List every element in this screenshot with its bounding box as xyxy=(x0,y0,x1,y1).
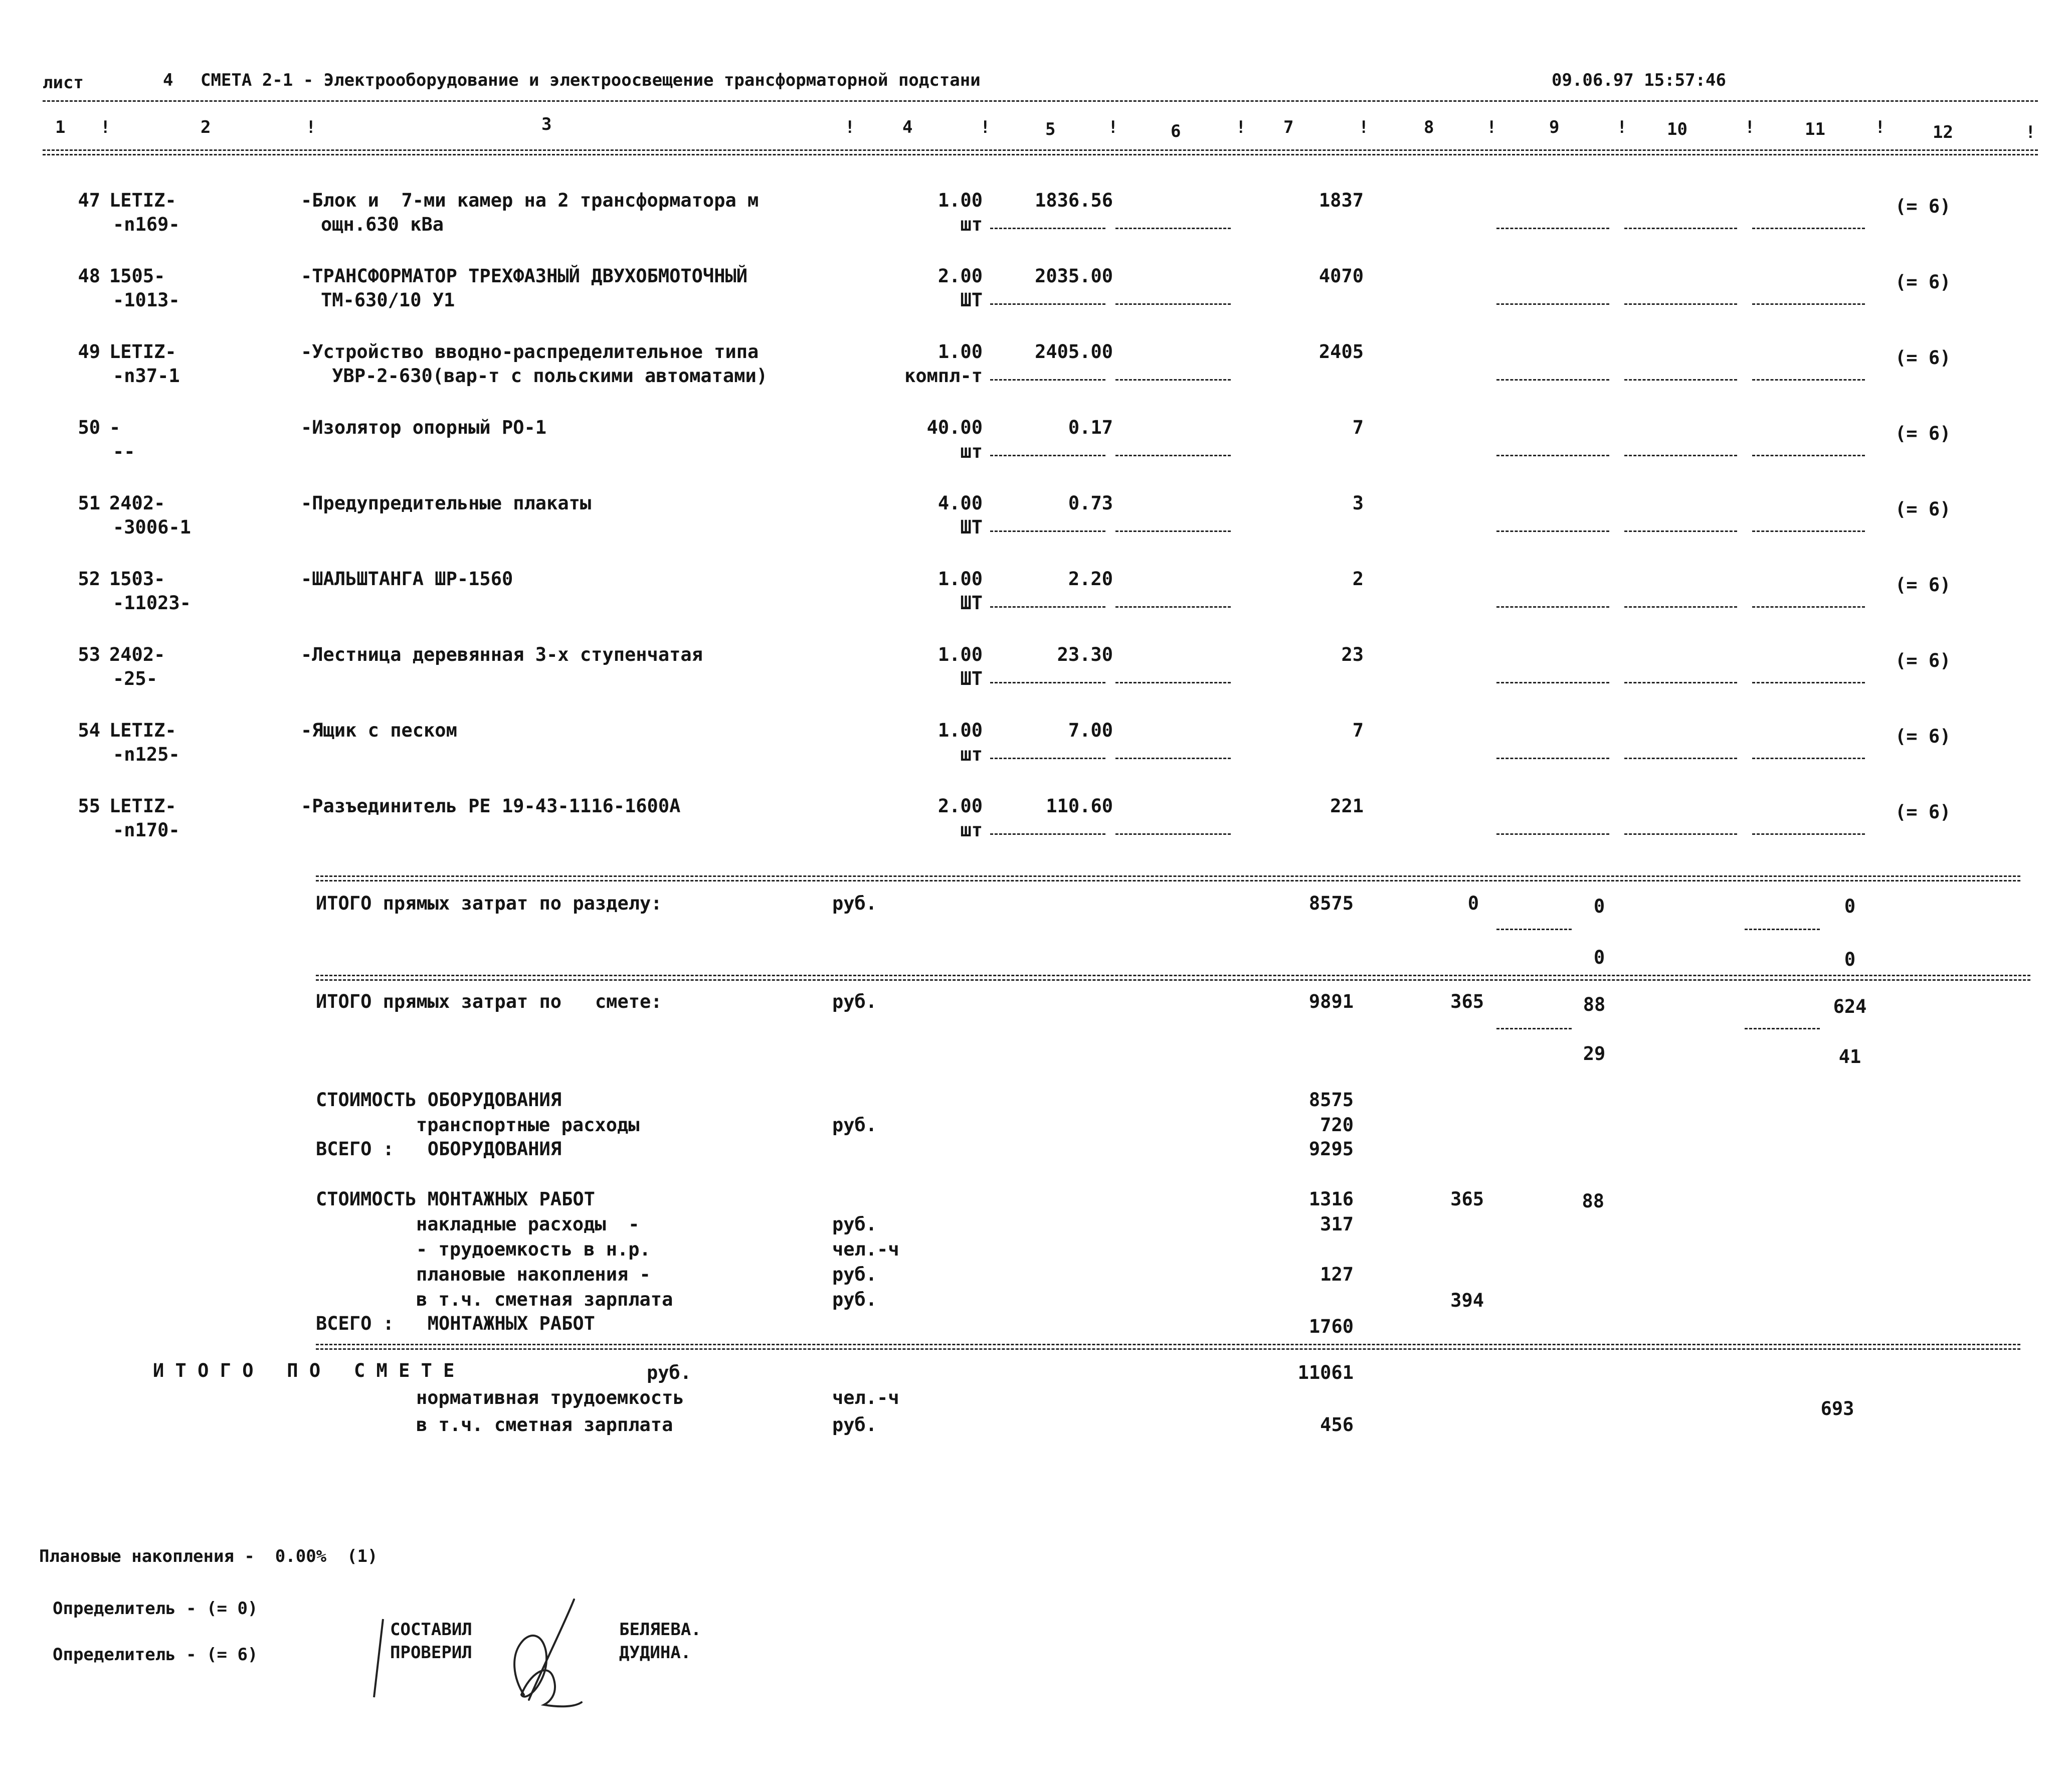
row-quantity: 1.00 xyxy=(937,190,983,211)
sheet-number: 4 xyxy=(163,70,173,90)
row-description: -ТРАНСФОРМАТОР ТРЕХФАЗНЫЙ ДВУХОБМОТОЧНЫЙ xyxy=(301,265,748,287)
column-header: 7 xyxy=(1283,117,1294,137)
row-code-suffix: -n169- xyxy=(113,214,180,235)
planned-label: плановые накопления - xyxy=(416,1264,651,1285)
section-total-c11b: 0 xyxy=(1844,949,1856,970)
blank-underline xyxy=(1496,682,1609,683)
row-code-suffix: -11023- xyxy=(113,592,191,614)
transport-label: транспортные расходы xyxy=(416,1114,640,1136)
column-header: 2 xyxy=(201,117,211,137)
column-header: 9 xyxy=(1549,117,1560,137)
estimate-total-c11: 624 xyxy=(1833,996,1867,1017)
grand-wage-value: 456 xyxy=(1320,1414,1354,1436)
column-header: 5 xyxy=(1045,119,1056,139)
column-header: 6 xyxy=(1171,121,1181,141)
column-header: 10 xyxy=(1667,119,1687,139)
blank-underline xyxy=(1115,758,1231,759)
estimate-total-c7: 9891 xyxy=(1308,991,1354,1012)
document-title: СМЕТА 2-1 - Электрооборудование и электроосвещение трансформаторной подстани xyxy=(201,70,981,90)
row-number: 54 xyxy=(78,720,100,741)
row-determinant: (= 6) xyxy=(1895,574,1951,596)
row-code: 2402- xyxy=(109,644,165,665)
row-unit: компл-т xyxy=(904,365,983,387)
row-quantity: 40.00 xyxy=(926,417,983,438)
row-determinant: (= 6) xyxy=(1895,196,1951,217)
blank-underline xyxy=(990,455,1105,456)
labor-unit: чел.-ч xyxy=(832,1238,899,1260)
row-code-suffix: -n125- xyxy=(113,744,180,765)
blank-underline xyxy=(1496,379,1609,381)
wage-unit: руб. xyxy=(832,1289,877,1310)
row-number: 49 xyxy=(78,341,100,363)
blank-underline xyxy=(1115,455,1231,456)
estimate-total-label: ИТОГО прямых затрат по смете: xyxy=(316,991,662,1012)
row-unit-price: 2.20 xyxy=(1068,568,1113,590)
blank-underline xyxy=(1115,303,1231,305)
transport-value: 720 xyxy=(1320,1114,1354,1136)
row-total: 3 xyxy=(1352,492,1364,514)
row-determinant: (= 6) xyxy=(1895,498,1951,520)
section-total-c7: 8575 xyxy=(1308,893,1354,914)
row-total: 4070 xyxy=(1318,265,1364,287)
row-determinant: (= 6) xyxy=(1895,726,1951,747)
row-code-suffix: -n170- xyxy=(113,819,180,841)
blank-underline xyxy=(1624,379,1737,381)
installation-total-label: ВСЕГО : МОНТАЖНЫХ РАБОТ xyxy=(316,1313,595,1334)
installation-cost-label: СТОИМОСТЬ МОНТАЖНЫХ РАБОТ xyxy=(316,1188,595,1210)
norm-labor-label: нормативная трудоемкость xyxy=(416,1387,684,1408)
row-unit-price: 1836.56 xyxy=(1035,190,1113,211)
blank-underline xyxy=(1752,303,1865,305)
row-unit: шт xyxy=(960,819,983,841)
row-description: -ШАЛЬШТАНГА ШР-1560 xyxy=(301,568,513,590)
blank-underline xyxy=(1752,682,1865,683)
row-description: -Изолятор опорный РО-1 xyxy=(301,417,547,438)
norm-labor-unit: чел.-ч xyxy=(832,1387,899,1408)
row-total: 2 xyxy=(1352,568,1364,590)
blank-underline xyxy=(990,682,1105,683)
equipment-cost-label: СТОИМОСТЬ ОБОРУДОВАНИЯ xyxy=(316,1089,562,1111)
section-total-unit: руб. xyxy=(832,893,877,914)
print-datetime: 09.06.97 15:57:46 xyxy=(1552,70,1726,90)
blank-underline xyxy=(1624,530,1737,532)
blank-underline xyxy=(1115,228,1231,229)
signature xyxy=(494,1594,594,1715)
row-description: -Разъединитель РЕ 19-43-1116-1600А xyxy=(301,795,681,817)
row-quantity: 2.00 xyxy=(937,795,983,817)
row-unit-price: 0.17 xyxy=(1068,417,1113,438)
row-number: 53 xyxy=(78,644,100,665)
row-unit-price: 2405.00 xyxy=(1035,341,1113,363)
row-description-cont: ощн.630 кВа xyxy=(321,214,444,235)
column-header: 4 xyxy=(902,117,913,137)
row-determinant: (= 6) xyxy=(1895,650,1951,671)
checked-label: ПРОВЕРИЛ xyxy=(390,1643,472,1663)
row-code: - xyxy=(109,417,121,438)
row-determinant: (= 6) xyxy=(1895,347,1951,369)
row-quantity: 1.00 xyxy=(937,644,983,665)
section-total-c11: 0 xyxy=(1844,896,1856,917)
row-code-suffix: -n37-1 xyxy=(113,365,180,387)
column-header: 8 xyxy=(1424,117,1434,137)
row-quantity: 1.00 xyxy=(937,720,983,741)
row-unit-price: 7.00 xyxy=(1068,720,1113,741)
column-header: 11 xyxy=(1805,119,1825,139)
row-total: 23 xyxy=(1341,644,1364,665)
row-unit: ШТ xyxy=(960,668,983,689)
row-description: -Лестница деревянная 3-х ступенчатая xyxy=(301,644,703,665)
column-header: 12 xyxy=(1933,122,1953,142)
equipment-cost-value: 8575 xyxy=(1308,1089,1354,1111)
blank-underline xyxy=(1115,379,1231,381)
row-quantity: 1.00 xyxy=(937,341,983,363)
blank-underline xyxy=(1624,833,1737,835)
row-unit: шт xyxy=(960,441,983,462)
blank-underline xyxy=(1496,228,1609,229)
grand-total-unit: руб. xyxy=(647,1362,692,1383)
blank-underline xyxy=(1624,303,1737,305)
section-total-c8: 0 xyxy=(1467,893,1479,914)
row-determinant: (= 6) xyxy=(1895,423,1951,444)
blank-underline xyxy=(1624,682,1737,683)
row-quantity: 4.00 xyxy=(937,492,983,514)
section-total-label: ИТОГО прямых затрат по разделу: xyxy=(316,893,662,914)
row-quantity: 2.00 xyxy=(937,265,983,287)
section-total-c9b: 0 xyxy=(1593,947,1605,968)
blank-underline xyxy=(1115,682,1231,683)
wage-label: в т.ч. сметная зарплата xyxy=(416,1289,673,1310)
row-unit-price: 0.73 xyxy=(1068,492,1113,514)
blank-underline xyxy=(990,228,1105,229)
row-unit-price: 23.30 xyxy=(1057,644,1113,665)
row-description: -Предупредительные плакаты xyxy=(301,492,592,514)
installation-cost-c8: 365 xyxy=(1450,1188,1484,1210)
installation-total-value: 1760 xyxy=(1308,1316,1354,1337)
row-code: 2402- xyxy=(109,492,165,514)
row-code: 1505- xyxy=(109,265,165,287)
estimate-rule xyxy=(316,975,2030,981)
row-determinant: (= 6) xyxy=(1895,801,1951,823)
blank-underline xyxy=(1752,228,1865,229)
row-total: 2405 xyxy=(1318,341,1364,363)
blank-underline xyxy=(1752,455,1865,456)
grand-wage-label: в т.ч. сметная зарплата xyxy=(416,1414,673,1436)
row-number: 55 xyxy=(78,795,100,817)
row-unit-price: 110.60 xyxy=(1046,795,1113,817)
planned-accumulation: Плановые накопления - 0.00% (1) xyxy=(39,1546,378,1566)
blank-underline xyxy=(1752,833,1865,835)
blank-underline xyxy=(1115,833,1231,835)
planned-value: 127 xyxy=(1320,1264,1354,1285)
row-unit: ШТ xyxy=(960,592,983,614)
row-code-suffix: -25- xyxy=(113,668,158,689)
blank-underline xyxy=(990,530,1105,532)
row-code-suffix: -3006-1 xyxy=(113,516,191,538)
header-double-rule xyxy=(43,149,2038,155)
blank-underline xyxy=(990,606,1105,608)
blank-underline xyxy=(1496,455,1609,456)
blank-underline xyxy=(990,303,1105,305)
overhead-label: накладные расходы - xyxy=(416,1213,640,1235)
section-rule xyxy=(316,875,2020,881)
labor-label: - трудоемкость в н.р. xyxy=(416,1238,651,1260)
blank-underline xyxy=(1496,530,1609,532)
row-description-cont: УВР-2-630(вар-т с польскими автоматами) xyxy=(321,365,768,387)
row-number: 48 xyxy=(78,265,100,287)
blank-underline xyxy=(1752,606,1865,608)
blank-underline xyxy=(1624,228,1737,229)
row-quantity: 1.00 xyxy=(937,568,983,590)
grand-wage-unit: руб. xyxy=(832,1414,877,1436)
row-unit: шт xyxy=(960,214,983,235)
row-total: 7 xyxy=(1352,417,1364,438)
blank-underline xyxy=(1496,833,1609,835)
transport-unit: руб. xyxy=(832,1114,877,1136)
blank-underline xyxy=(1752,530,1865,532)
bracket-line xyxy=(371,1617,386,1702)
blank-underline xyxy=(1624,606,1737,608)
sheet-label: лист xyxy=(43,73,84,93)
checked-name: ДУДИНА. xyxy=(619,1643,691,1663)
column-header: 1 xyxy=(55,117,66,137)
estimate-total-c9b: 29 xyxy=(1583,1043,1606,1064)
grand-total-value: 11061 xyxy=(1297,1362,1354,1383)
grand-total-label: И Т О Г О П О С М Е Т Е xyxy=(153,1360,455,1381)
row-description: -Ящик с песком xyxy=(301,720,457,741)
row-description: -Устройство вводно-распределительное типа xyxy=(301,341,759,363)
row-unit-price: 2035.00 xyxy=(1035,265,1113,287)
row-total: 1837 xyxy=(1318,190,1364,211)
equipment-total-label: ВСЕГО : ОБОРУДОВАНИЯ xyxy=(316,1138,562,1160)
row-number: 50 xyxy=(78,417,100,438)
row-code-suffix: -1013- xyxy=(113,289,180,311)
header-rule xyxy=(43,100,2038,102)
section-total-c9: 0 xyxy=(1593,896,1605,917)
estimate-total-c11b: 41 xyxy=(1838,1046,1861,1068)
row-number: 51 xyxy=(78,492,100,514)
norm-labor-value: 693 xyxy=(1820,1398,1854,1419)
blank-underline xyxy=(1115,606,1231,608)
blank-underline xyxy=(1496,758,1609,759)
row-number: 52 xyxy=(78,568,100,590)
composed-name: БЕЛЯЕВА. xyxy=(619,1620,701,1640)
planned-unit: руб. xyxy=(832,1264,877,1285)
blank-underline xyxy=(1624,455,1737,456)
wage-c8: 394 xyxy=(1450,1290,1484,1311)
determinant-0: Определитель - (= 0) xyxy=(53,1598,258,1619)
row-unit: ШТ xyxy=(960,516,983,538)
grand-total-rule xyxy=(316,1344,2020,1350)
row-code: LETIZ- xyxy=(109,795,176,817)
blank-underline xyxy=(990,833,1105,835)
row-number: 47 xyxy=(78,190,100,211)
blank-underline xyxy=(990,379,1105,381)
overhead-value: 317 xyxy=(1320,1213,1354,1235)
estimate-total-unit: руб. xyxy=(832,991,877,1012)
blank-underline xyxy=(1624,758,1737,759)
row-total: 221 xyxy=(1330,795,1364,817)
row-description: -Блок и 7-ми камер на 2 трансформатора м xyxy=(301,190,759,211)
installation-cost-value: 1316 xyxy=(1308,1188,1354,1210)
blank-underline xyxy=(1752,379,1865,381)
blank-underline xyxy=(1752,758,1865,759)
row-unit: ШТ xyxy=(960,289,983,311)
row-unit: шт xyxy=(960,744,983,765)
overhead-unit: руб. xyxy=(832,1213,877,1235)
row-code: LETIZ- xyxy=(109,720,176,741)
estimate-total-c8: 365 xyxy=(1450,991,1484,1012)
row-code: LETIZ- xyxy=(109,341,176,363)
row-code-suffix: -- xyxy=(113,441,135,462)
row-code: 1503- xyxy=(109,568,165,590)
row-code: LETIZ- xyxy=(109,190,176,211)
row-determinant: (= 6) xyxy=(1895,271,1951,293)
composed-label: СОСТАВИЛ xyxy=(390,1620,472,1640)
determinant-6: Определитель - (= 6) xyxy=(53,1645,258,1665)
blank-underline xyxy=(1496,303,1609,305)
equipment-total-value: 9295 xyxy=(1308,1138,1354,1160)
blank-underline xyxy=(1496,606,1609,608)
blank-underline xyxy=(990,758,1105,759)
row-total: 7 xyxy=(1352,720,1364,741)
blank-underline xyxy=(1115,530,1231,532)
estimate-total-c9: 88 xyxy=(1583,994,1606,1015)
installation-cost-c9: 88 xyxy=(1582,1190,1604,1212)
row-description-cont: ТМ-630/10 У1 xyxy=(321,289,455,311)
column-header: 3 xyxy=(541,114,552,134)
